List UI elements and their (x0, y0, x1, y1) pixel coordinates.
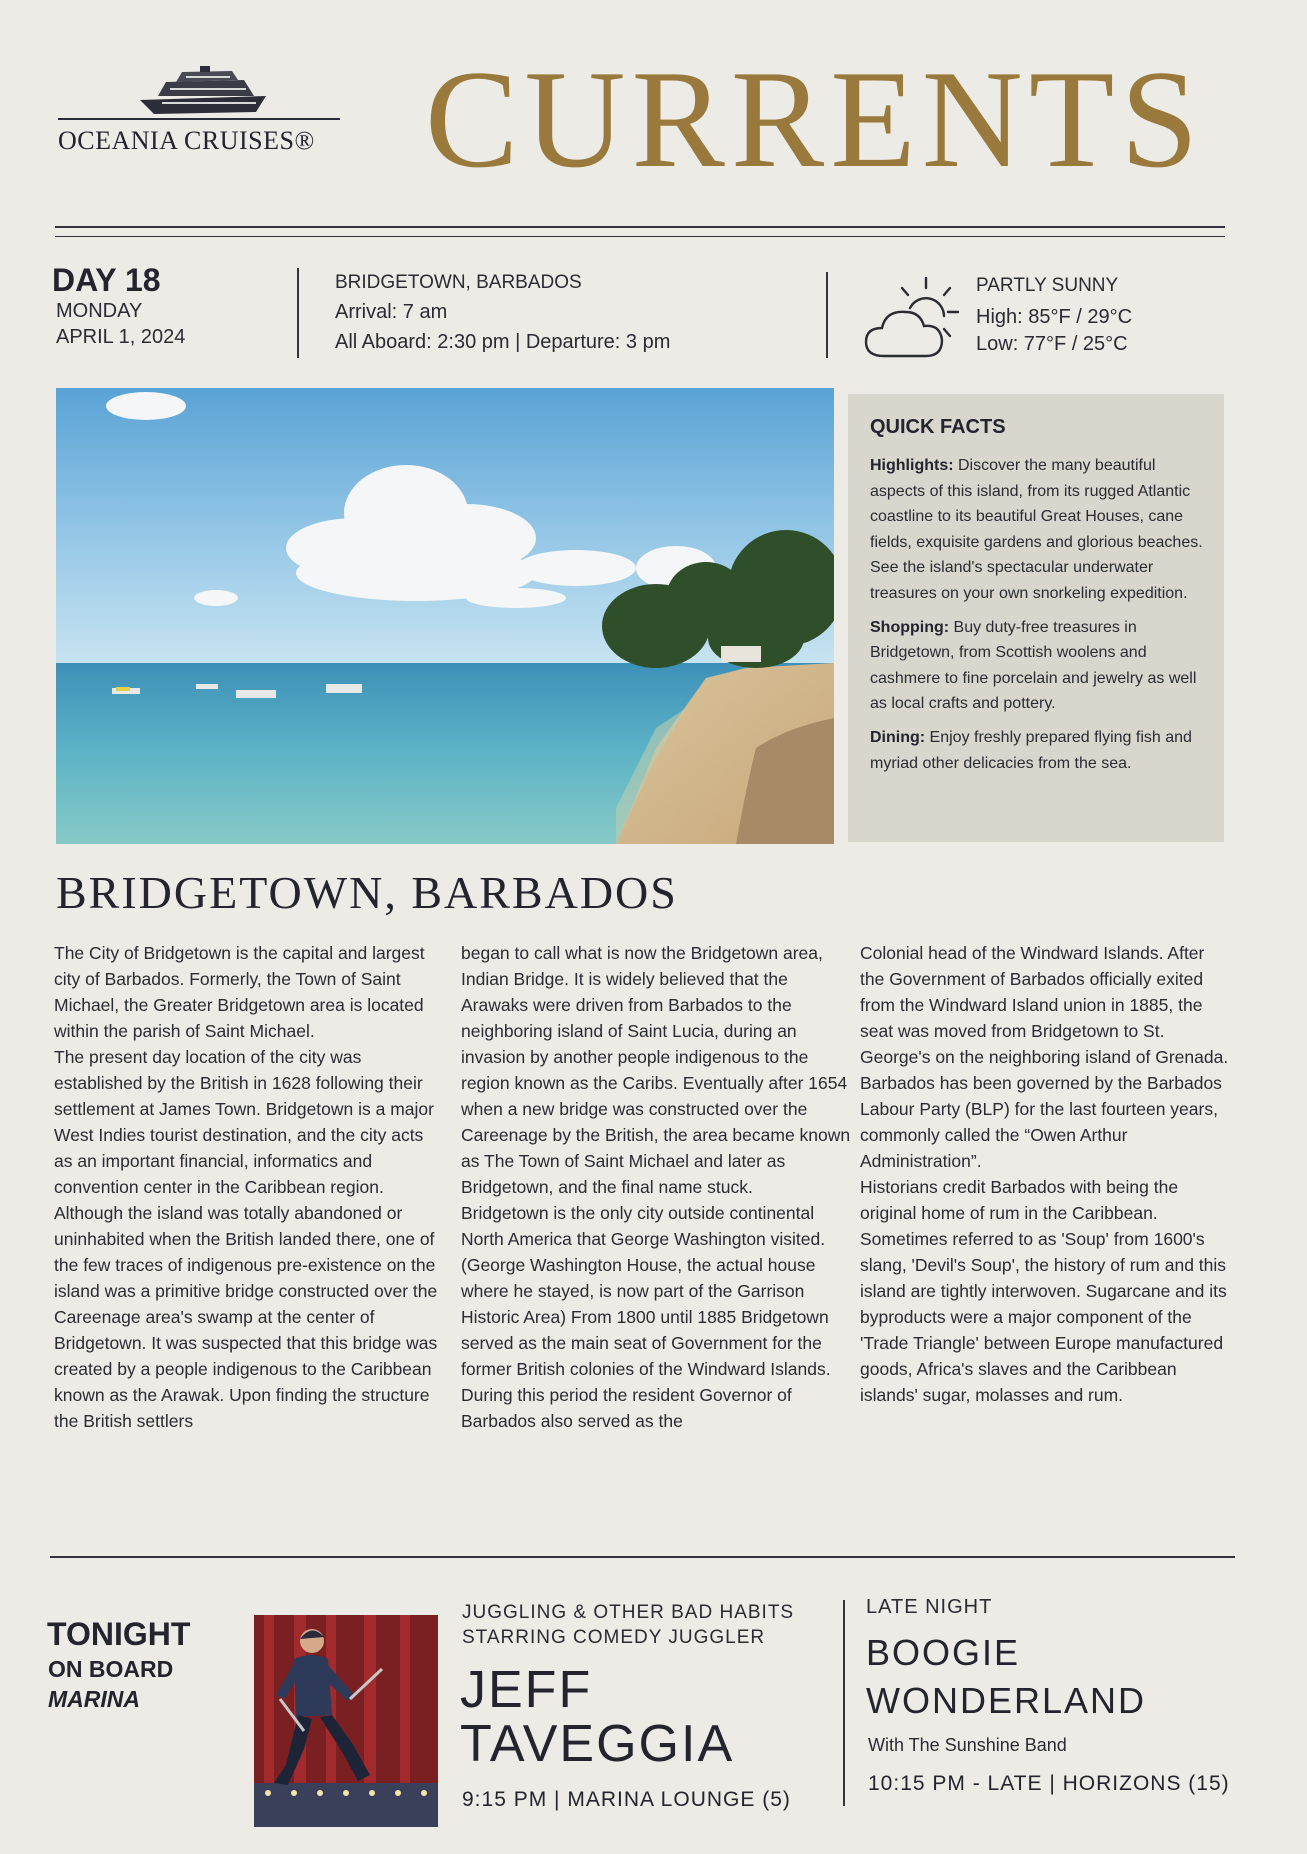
header-rule (55, 226, 1225, 228)
fact-dining (870, 725, 1204, 776)
article-paragraph: Bridgetown is the only city outside continental North America that George Washington visited. (George Washington House, the actual house where he stayed, is now part of the Garrison Historic Area) From 1800 until 1885 Bridgetown served as the main seat of Government for the former British colonies of the Windward Islands. During this period the resident Governor of Barbados also served as the (461, 1203, 831, 1431)
show-time-venue: 9:15 PM | MARINA LOUNGE (5) (462, 1788, 791, 1811)
article-paragraph: The present day location of the city was established by the British in 1628 following their settlement at James Town. Bridgetown is a major West Indies tourist destination, and the city acts as an important financial, informatics and convention center in the Caribbean region. (54, 1047, 434, 1197)
article-paragraph: Although the island was totally abandoned or uninhabited when the British landed there, one of the few traces of indigenous pre-existence on the island was a primitive bridge constructed over the Careenage area's swamp at the center of Bridgetown. It was suspected that this bridge was created by a people indigenous to the Caribbean known as the Arawak. Upon finding the structure the British settlers (54, 1203, 438, 1431)
footer-rule (50, 1556, 1235, 1558)
article-title: BRIDGETOWN, BARBADOS (56, 867, 678, 918)
tonight-heading: TONIGHT (47, 1616, 191, 1652)
info-divider (297, 268, 299, 358)
late-night-subtitle: With The Sunshine Band (868, 1735, 1067, 1755)
port-name: BRIDGETOWN, BARBADOS (335, 272, 582, 293)
tonight-divider (843, 1600, 845, 1806)
fact-label: Highlights: (870, 457, 954, 474)
arrival-time: Arrival: 7 am (335, 301, 448, 323)
late-night-title: WONDERLAND (866, 1680, 1147, 1721)
info-divider (826, 272, 828, 358)
newsletter-title: CURRENTS (425, 42, 1205, 197)
performer-first-name: JEFF (460, 1661, 593, 1719)
on-board-label: ON BOARD (48, 1656, 174, 1682)
quick-facts-heading: QUICK FACTS (870, 416, 1006, 438)
quick-facts-panel (848, 394, 1224, 842)
article-column-1 (54, 940, 444, 1434)
oceania-logo (58, 66, 348, 166)
show-subtitle: STARRING COMEDY JUGGLER (462, 1627, 766, 1648)
fact-text: Discover the many beautiful aspects of this island, from its rugged Atlantic coastline to its beautiful Great Houses, cane fields, exquisite gardens and glorious beaches. See the island's spectacular underwater treasures on your own snorkeling expedition. (870, 457, 1203, 602)
fact-highlights (870, 453, 1204, 607)
fact-shopping (870, 615, 1204, 717)
article-paragraph: Barbados has been governed by the Barbados Labour Party (BLP) for the last fourteen years, commonly called the “Owen Arthur Administration”. (860, 1073, 1222, 1171)
day-number: DAY 18 (52, 262, 161, 298)
performer-photo (254, 1615, 438, 1827)
show-subtitle: JUGGLING & OTHER BAD HABITS (462, 1602, 795, 1623)
weather-condition: PARTLY SUNNY (976, 275, 1119, 296)
partly-sunny-icon (862, 276, 962, 366)
day-date: APRIL 1, 2024 (56, 326, 186, 348)
performer-last-name: TAVEGGIA (460, 1715, 735, 1773)
departure-time: All Aboard: 2:30 pm | Departure: 3 pm (335, 331, 671, 353)
weather-high: High: 85°F / 29°C (976, 306, 1133, 328)
article-paragraph: began to call what is now the Bridgetown area, Indian Bridge. It is widely believed that the Arawaks were driven from Barbados to the neighboring island of Saint Lucia, during an invasion by another people indigenous to the region known as the Caribs. Eventually after 1654 when a new bridge was constructed over the Careenage by the British, the area became known as The Town of Saint Michael and later as Bridgetown, and the final name stuck. (461, 943, 851, 1197)
fact-text: Buy duty-free treasures in Bridgetown, from Scottish woolens and cashmere to fine porcelain and jewelry as well as local crafts and pottery. (870, 618, 1197, 713)
article-column-2 (461, 940, 851, 1434)
day-weekday: MONDAY (56, 300, 143, 322)
weather-low: Low: 77°F / 25°C (976, 333, 1128, 355)
late-night-label: LATE NIGHT (866, 1596, 993, 1618)
late-night-time-venue: 10:15 PM - LATE | HORIZONS (15) (868, 1772, 1230, 1795)
fact-label: Dining: (870, 728, 926, 746)
late-night-title: BOOGIE (866, 1632, 1021, 1673)
header-rule-thin (55, 236, 1225, 237)
fact-text: Enjoy freshly prepared flying fish and myriad other delicacies from the sea. (870, 728, 1192, 772)
article-paragraph: Colonial head of the Windward Islands. After the Government of Barbados officially exited from the Windward Island union in 1885, the seat was moved from Bridgetown to St. George's on the neighboring island of Grenada. (860, 943, 1229, 1067)
cruise-ship-icon (136, 66, 276, 120)
beach-photo (56, 388, 834, 844)
article-paragraph: Historians credit Barbados with being the original home of rum in the Caribbean. Sometimes referred to as 'Soup' from 1600's slang, 'Devil's Soup', the history of rum and this island are tightly interwoven. Sugarcane and its byproducts were a major component of the 'Trade Triangle' between Europe manufactured goods, Africa's slaves and the Caribbean islands' sugar, molasses and rum. (860, 1177, 1227, 1405)
logo-divider (58, 118, 340, 120)
article-paragraph: The City of Bridgetown is the capital and largest city of Barbados. Formerly, the Town of Saint Michael, the Greater Bridgetown area is located within the parish of Saint Michael. (54, 943, 425, 1041)
article-column-3 (860, 940, 1230, 1408)
ship-name: MARINA (48, 1686, 140, 1712)
fact-label: Shopping: (870, 618, 950, 636)
brand-name: OCEANIA CRUISES® (58, 126, 315, 155)
